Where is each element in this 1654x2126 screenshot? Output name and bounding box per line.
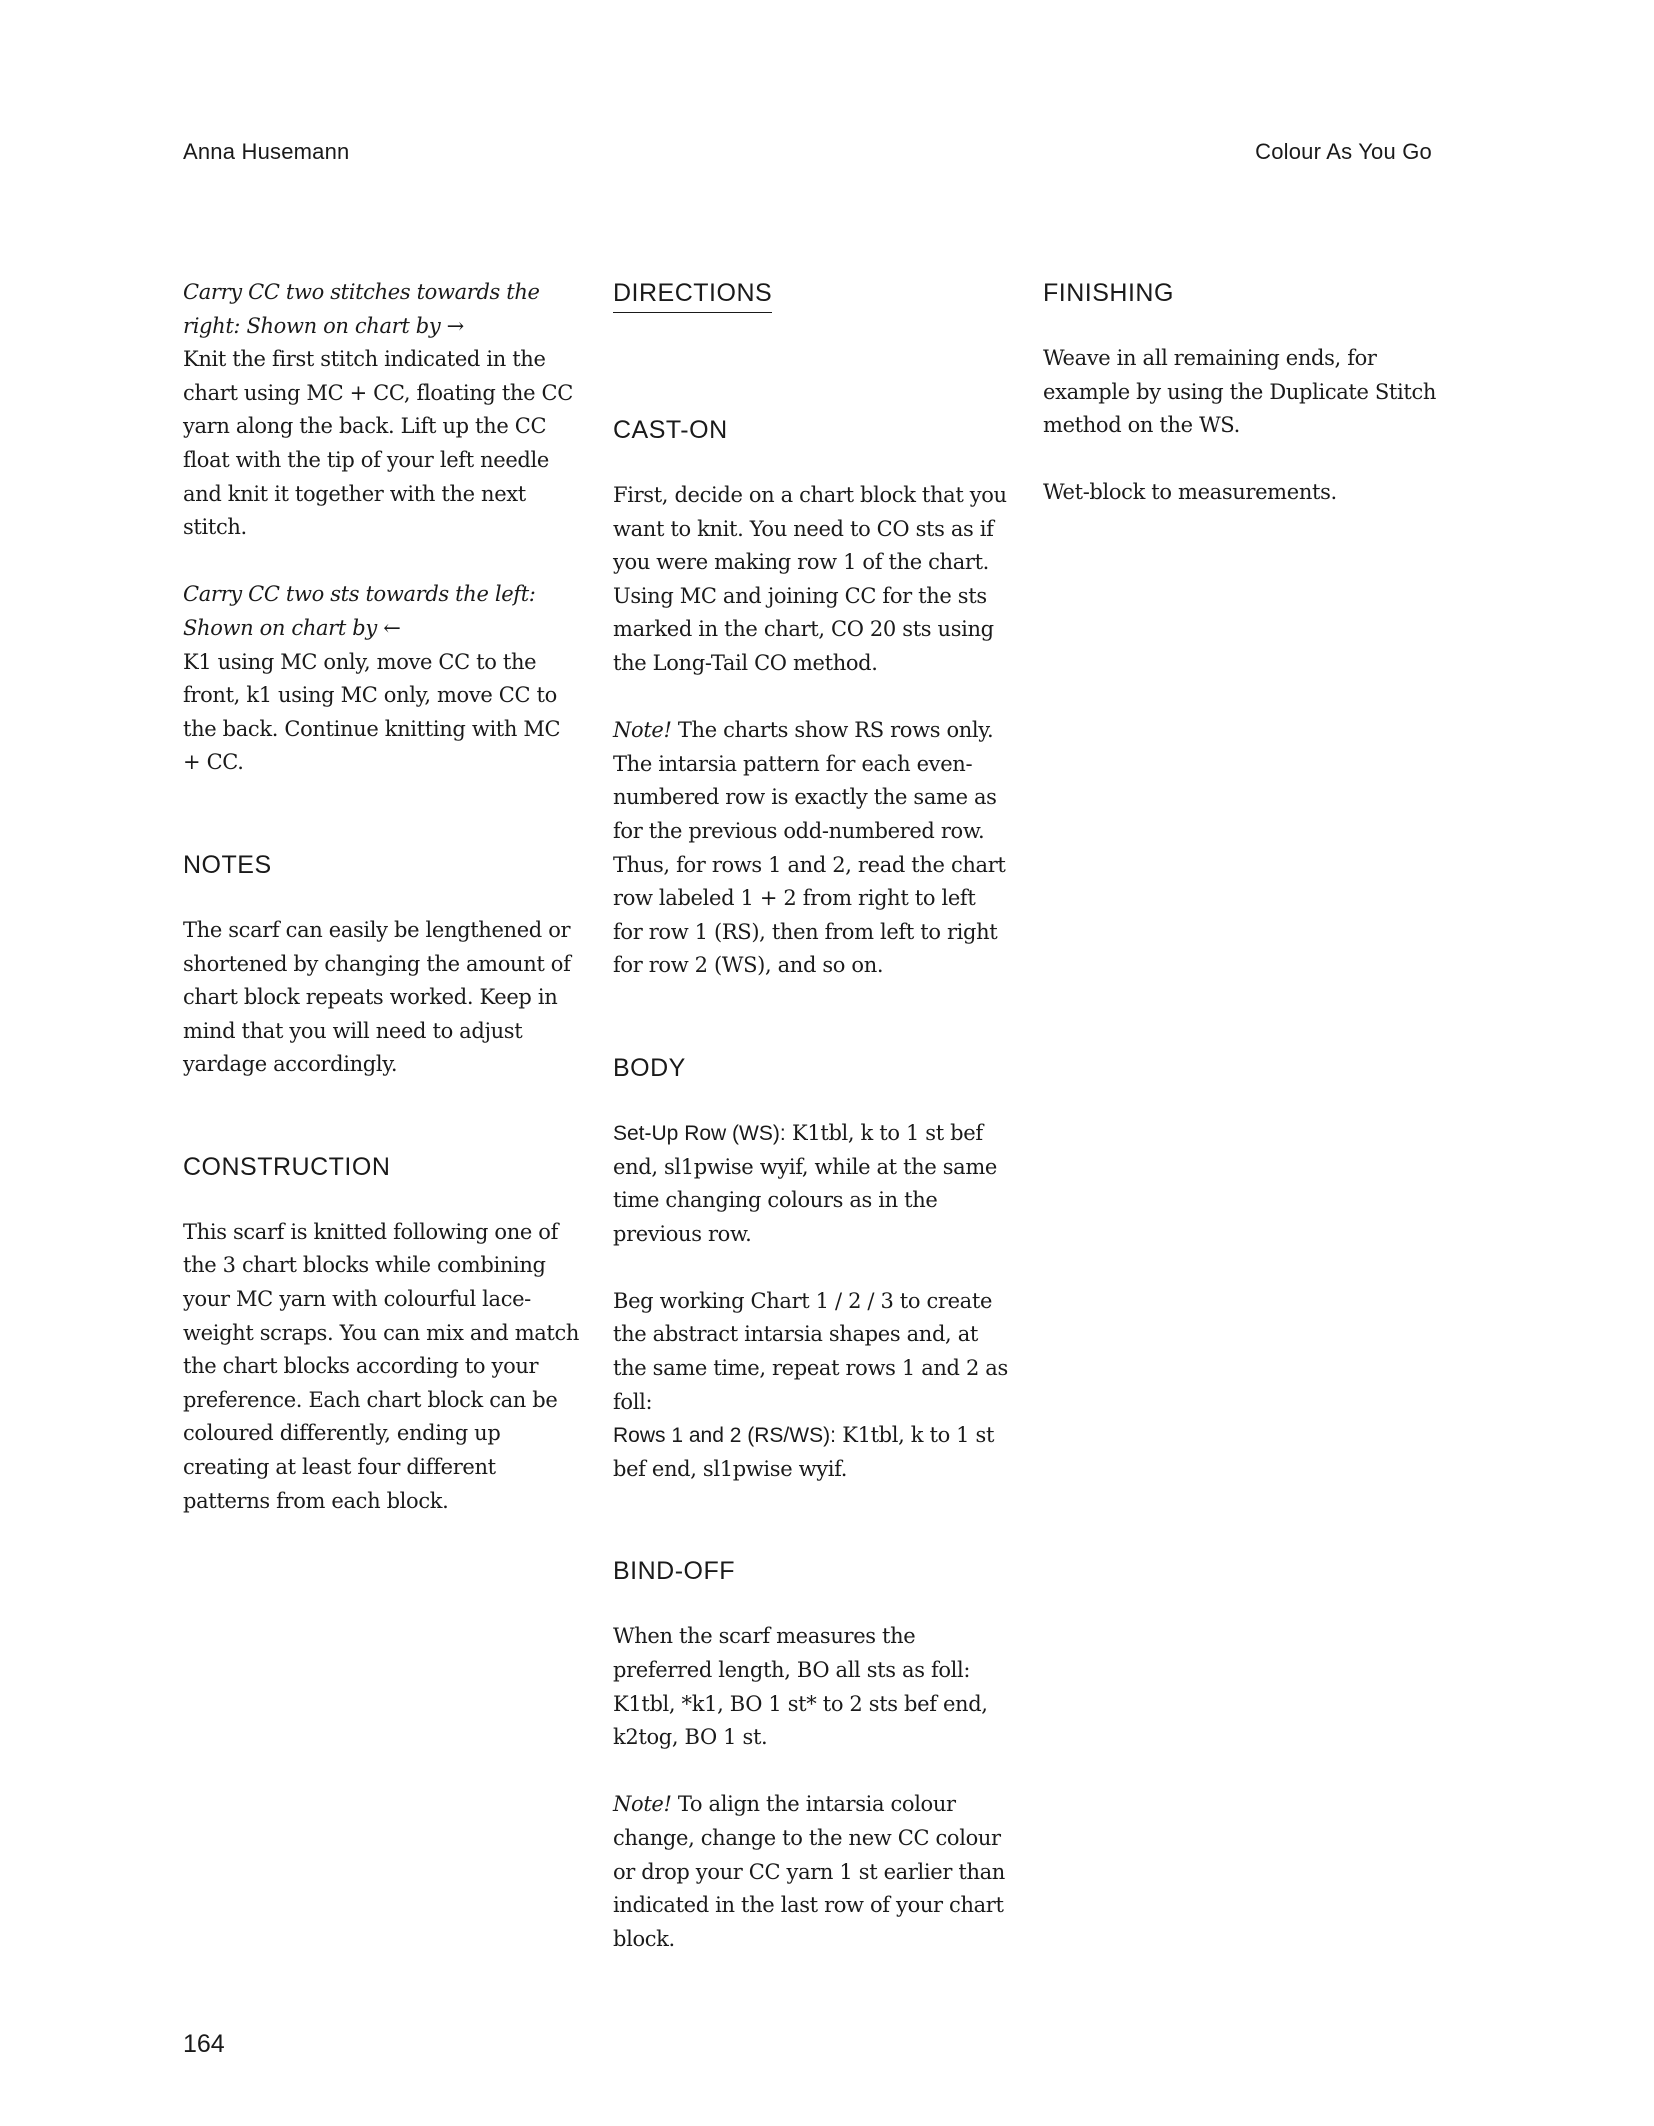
construction-text: This scarf is knitted following one of the 3 chart blocks while combining your MC yarn with colourful lace-weight scraps. You can mix and match the chart blocks according to your preference. Each chart block can be coloured differently, ending up creating at least four different patterns from each block. xyxy=(183,1219,580,1513)
carry-right-heading: Carry CC two stitches towards the right: Shown on chart by → xyxy=(183,280,540,338)
note-cast-on xyxy=(613,714,1011,983)
note-label: Note! xyxy=(613,718,672,743)
rows-text: K1tbl, k to 1 st bef end, sl1pwise wyif. xyxy=(613,1423,995,1481)
note-label: Note! xyxy=(613,1792,672,1817)
column-left xyxy=(183,276,581,1552)
note-text: To align the intarsia colour change, change to the new CC colour or drop your CC yarn 1 st earlier than indicated in the last row of your chart block. xyxy=(613,1792,1005,1951)
body-heading: BODY xyxy=(613,1053,686,1082)
carry-left-section xyxy=(183,578,581,780)
note-bind-off xyxy=(613,1788,1011,1956)
beg-working-text: Beg working Chart 1 / 2 / 3 to create the abstract intarsia shapes and, at the same time, repeat rows 1 and 2 as foll: xyxy=(613,1288,1008,1414)
wetblock-text: Wet-block to measurements. xyxy=(1043,480,1337,505)
running-head-title: Colour As You Go xyxy=(1255,139,1432,164)
notes-heading: NOTES xyxy=(183,850,272,879)
carry-left-heading: Carry CC two sts towards the left: Shown on chart by ← xyxy=(183,582,536,640)
setup-row xyxy=(613,1117,1011,1251)
setup-row-text: K1tbl, k to 1 st bef end, sl1pwise wyif, while at the same time changing colours as in the previous row. xyxy=(613,1120,997,1246)
column-right xyxy=(1043,276,1447,544)
rows-label: Rows 1 and 2 (RS/WS): xyxy=(613,1424,836,1448)
caston-text: First, decide on a chart block that you want to knit. You need to CO sts as if you were making row 1 of the chart. Using MC and joining CC for the sts marked in the chart, CO 20 sts using the Long-Tail CO method. xyxy=(613,483,1007,675)
note-text: The charts show RS rows only. The intarsia pattern for each even-numbered row is exactly the same as for the previous odd-numbered row. Thus, for rows 1 and 2, read the chart row labeled 1 + 2 from right to left for row 1 (RS), then from left to right for row 2 (WS), and so on. xyxy=(613,718,1006,978)
directions-heading: DIRECTIONS xyxy=(613,276,772,313)
setup-row-label: Set-Up Row (WS): xyxy=(613,1121,786,1145)
notes-text: The scarf can easily be lengthened or shortened by changing the amount of chart block repeats worked. Keep in mind that you will need to adjust yardage accordingly. xyxy=(183,917,571,1077)
bindoff-text-1: When the scarf measures the preferred length, BO all sts as foll: xyxy=(613,1624,971,1683)
bindoff-heading: BIND-OFF xyxy=(613,1557,736,1586)
page-number: 164 xyxy=(183,2030,225,2058)
finishing-heading: FINISHING xyxy=(1043,279,1174,307)
column-middle xyxy=(613,276,1011,1990)
construction-heading: CONSTRUCTION xyxy=(183,1152,391,1181)
carry-right-text: Knit the first stitch indicated in the chart using MC + CC, floating the CC yarn along the back. Lift up the CC float with the tip of your left needle and knit it together with the next stitch. xyxy=(183,347,573,540)
caston-heading: CAST-ON xyxy=(613,416,728,444)
running-head-author: Anna Husemann xyxy=(183,139,350,164)
carry-right-section xyxy=(183,276,581,545)
bindoff-text xyxy=(613,1620,1011,1754)
finishing-text: Weave in all remaining ends, for example by using the Duplicate Stitch method on the WS. xyxy=(1043,346,1437,438)
body-rows xyxy=(613,1285,1011,1487)
carry-left-text: K1 using MC only, move CC to the front, k1 using MC only, move CC to the back. Continue knitting with MC + CC. xyxy=(183,649,561,775)
bindoff-text-2: K1tbl, *k1, BO 1 st* to 2 sts bef end, k2tog, BO 1 st. xyxy=(613,1691,988,1750)
